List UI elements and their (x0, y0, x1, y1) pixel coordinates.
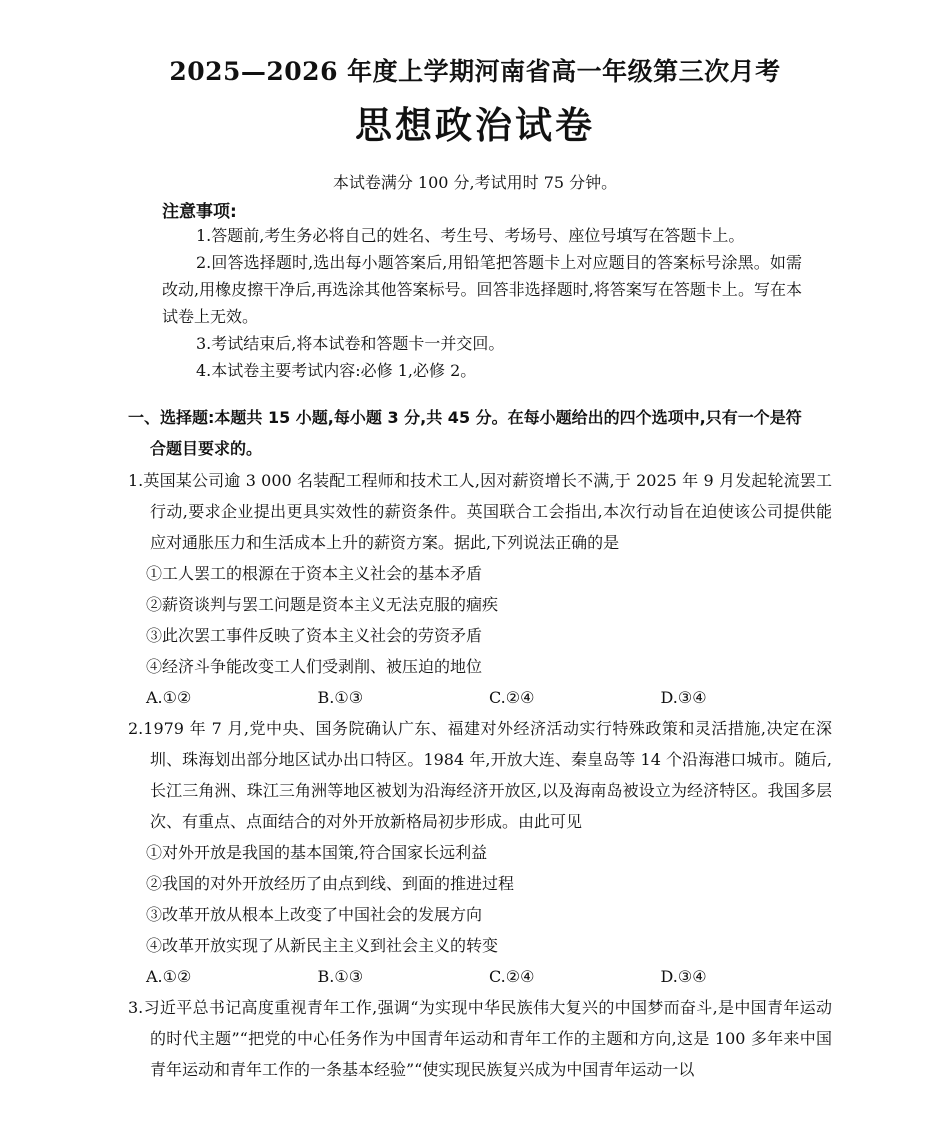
notice-item: 3.考试结束后,将本试卷和答题卡一并交回。 (196, 334, 505, 353)
choice-b: B.①③ (317, 688, 364, 707)
question-option: ③此次罢工事件反映了资本主义社会的劳资矛盾 (146, 626, 483, 645)
question-stem: 1.英国某公司逾 3 000 名装配工程师和技术工人,因对薪资增长不满,于 2025 年 9 月发起轮流罢工行动,要求企业提出更具实效性的薪资条件。英国联合工会指出,本次行动旨在迫使该公司提供能应对通胀压力和生活成本上升的薪资方案。据此,下列说法正确的是 (128, 471, 832, 552)
question-3 (128, 992, 832, 1085)
notice-list (162, 222, 802, 384)
question-option: ①对外开放是我国的基本国策,符合国家长远利益 (146, 843, 488, 862)
answer-choices (128, 961, 832, 992)
notice-item: 1.答题前,考生务必将自己的姓名、考生号、考场号、座位号填写在答题卡上。 (196, 226, 745, 245)
choice-a: A.①② (146, 967, 192, 986)
section-heading (128, 402, 832, 464)
choice-d: D.③④ (660, 967, 707, 986)
question-list (128, 465, 832, 1085)
notice-item: 4.本试卷主要考试内容:必修 1,必修 2。 (196, 361, 477, 380)
question-option: ②薪资谈判与罢工问题是资本主义无法克服的痼疾 (146, 595, 499, 614)
question-option: ④改革开放实现了从新民主主义到社会主义的转变 (146, 936, 499, 955)
choice-b: B.①③ (317, 967, 364, 986)
choice-c: C.②④ (489, 967, 535, 986)
notice-item: 2.回答选择题时,选出每小题答案后,用铅笔把答题卡上对应题目的答案标号涂黑。如需改动,用橡皮擦干净后,再选涂其他答案标号。回答非选择题时,将答案写在答题卡上。写在本试卷上无效。 (162, 253, 802, 326)
question-option: ①工人罢工的根源在于资本主义社会的基本矛盾 (146, 564, 483, 583)
notice-heading: 注意事项: (162, 202, 237, 222)
question-option: ②我国的对外开放经历了由点到线、到面的推进过程 (146, 874, 515, 893)
choice-d: D.③④ (660, 688, 707, 707)
question-stem: 2.1979 年 7 月,党中央、国务院确认广东、福建对外经济活动实行特殊政策和灵活措施,决定在深圳、珠海划出部分地区试办出口特区。1984 年,开放大连、秦皇岛等 14 个沿海港口城市。随后,长江三角洲、珠江三角洲等地区被划为沿海经济开放区,以及海南岛被设立为经济特区。我国多层次、有重点、点面结合的对外开放新格局初步形成。由此可见 (128, 719, 832, 831)
choice-c: C.②④ (489, 688, 535, 707)
question-stem: 3.习近平总书记高度重视青年工作,强调“为实现中华民族伟大复兴的中国梦而奋斗,是中国青年运动的时代主题”“把党的中心任务作为中国青年运动和青年工作的主题和方向,这是 100 多年来中国青年运动和青年工作的一条基本经验”“使实现民族复兴成为中国青年运动一以 (128, 998, 832, 1079)
question-2 (128, 713, 832, 992)
answer-choices (128, 682, 832, 713)
section-heading-line: 合题目要求的。 (150, 439, 263, 458)
question-option: ③改革开放从根本上改变了中国社会的发展方向 (146, 905, 483, 924)
score-info: 本试卷满分 100 分,考试用时 75 分钟。 (332, 173, 618, 192)
choice-a: A.①② (146, 688, 192, 707)
question-option: ④经济斗争能改变工人们受剥削、被压迫的地位 (146, 657, 483, 676)
section-heading-line: 一、选择题:本题共 15 小题,每小题 3 分,共 45 分。在每小题给出的四个选项中,只有一个是符 (128, 408, 802, 427)
exam-title: 2025—2026 年度上学期河南省高一年级第三次月考 (169, 57, 781, 86)
subject-title: 思想政治试卷 (355, 103, 595, 147)
question-1 (128, 465, 832, 713)
